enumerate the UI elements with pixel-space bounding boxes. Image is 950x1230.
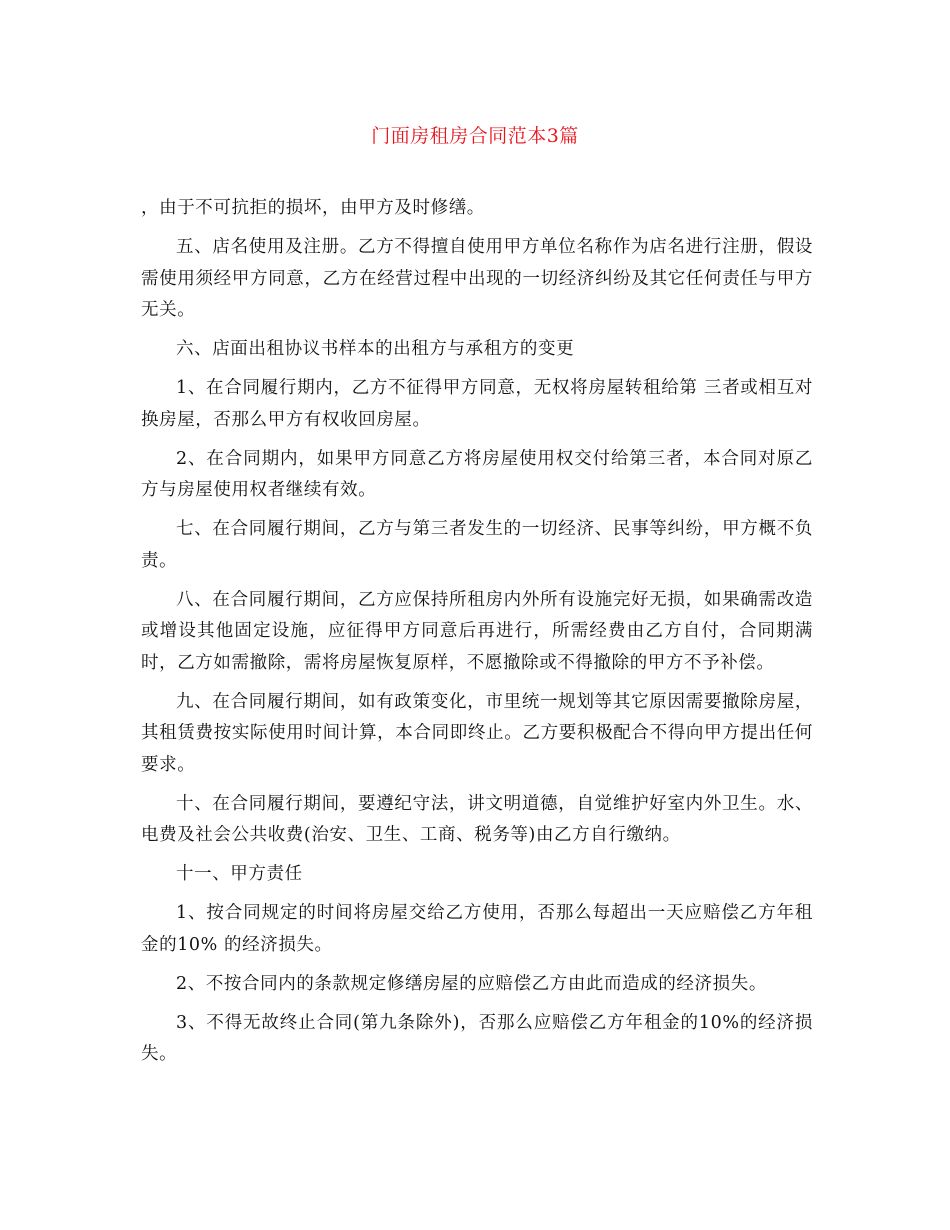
paragraph-clause-6-heading: 六、店面出租协议书样本的出租方与承租方的变更: [176, 339, 575, 359]
paragraph-clause-6-item-2: 2、在合同期内，如果甲方同意乙方将房屋使用权交付给第三者，本合同对原乙方与房屋使用权者继续有效。: [141, 448, 813, 500]
paragraph-clause-7-disputes: 七、在合同履行期间，乙方与第三者发生的一切经济、民事等纠纷，甲方概不负责。: [141, 519, 813, 571]
paragraph-clause-11-item-2: 2、不按合同内的条款规定修缮房屋的应赔偿乙方由此而造成的经济损失。: [176, 973, 767, 994]
paragraph-clause-6-item-1: 1、在合同履行期内，乙方不征得甲方同意，无权将房屋转租给第 三者或相互对换房屋，否那么甲方有权收回房屋。: [141, 378, 813, 430]
paragraph-clause-11-item-3: 3、不得无故终止合同(第九条除外)，否那么应赔偿乙方年租金的10%的经济损失。: [141, 1012, 813, 1064]
paragraph-clause-5-store-name: 五、店名使用及注册。乙方不得擅自使用甲方单位名称作为店名进行注册，假设需使用须经甲方同意，乙方在经营过程中出现的一切经济纠纷及其它任何责任与甲方无关。: [141, 237, 813, 320]
paragraph-clause-11-heading: 十一、甲方责任: [176, 864, 303, 884]
paragraph-repair-note: ，由于不可抗拒的损坏，由甲方及时修缮。: [141, 198, 485, 218]
paragraph-clause-9-policy-change: 九、在合同履行期间，如有政策变化，市里统一规划等其它原因需要撤除房屋，其租赁费按实际使用时间计算，本合同即终止。乙方要积极配合不得向甲方提出任何要求。: [141, 691, 813, 775]
paragraph-clause-10-conduct: 十、在合同履行期间，要遵纪守法，讲文明道德，自觉维护好室内外卫生。水、电费及社会公共收费(治安、卫生、工商、税务等)由乙方自行缴纳。: [141, 793, 813, 845]
document-title: 门面房租房合同范本3篇: [371, 125, 579, 147]
paragraph-clause-8-facilities: 八、在合同履行期间，乙方应保持所租房内外所有设施完好无损，如果确需改造或增设其他固定设施，应征得甲方同意后再进行，所需经费由乙方自付，合同期满时，乙方如需撤除，需将房屋恢复原样，不愿撤除或不得撤除的甲方不予补偿。: [141, 589, 813, 673]
paragraph-clause-11-item-1: 1、按合同规定的时间将房屋交给乙方使用，否那么每超出一天应赔偿乙方年租金的10% 的经济损失。: [141, 903, 813, 955]
document-body: [141, 193, 813, 1078]
